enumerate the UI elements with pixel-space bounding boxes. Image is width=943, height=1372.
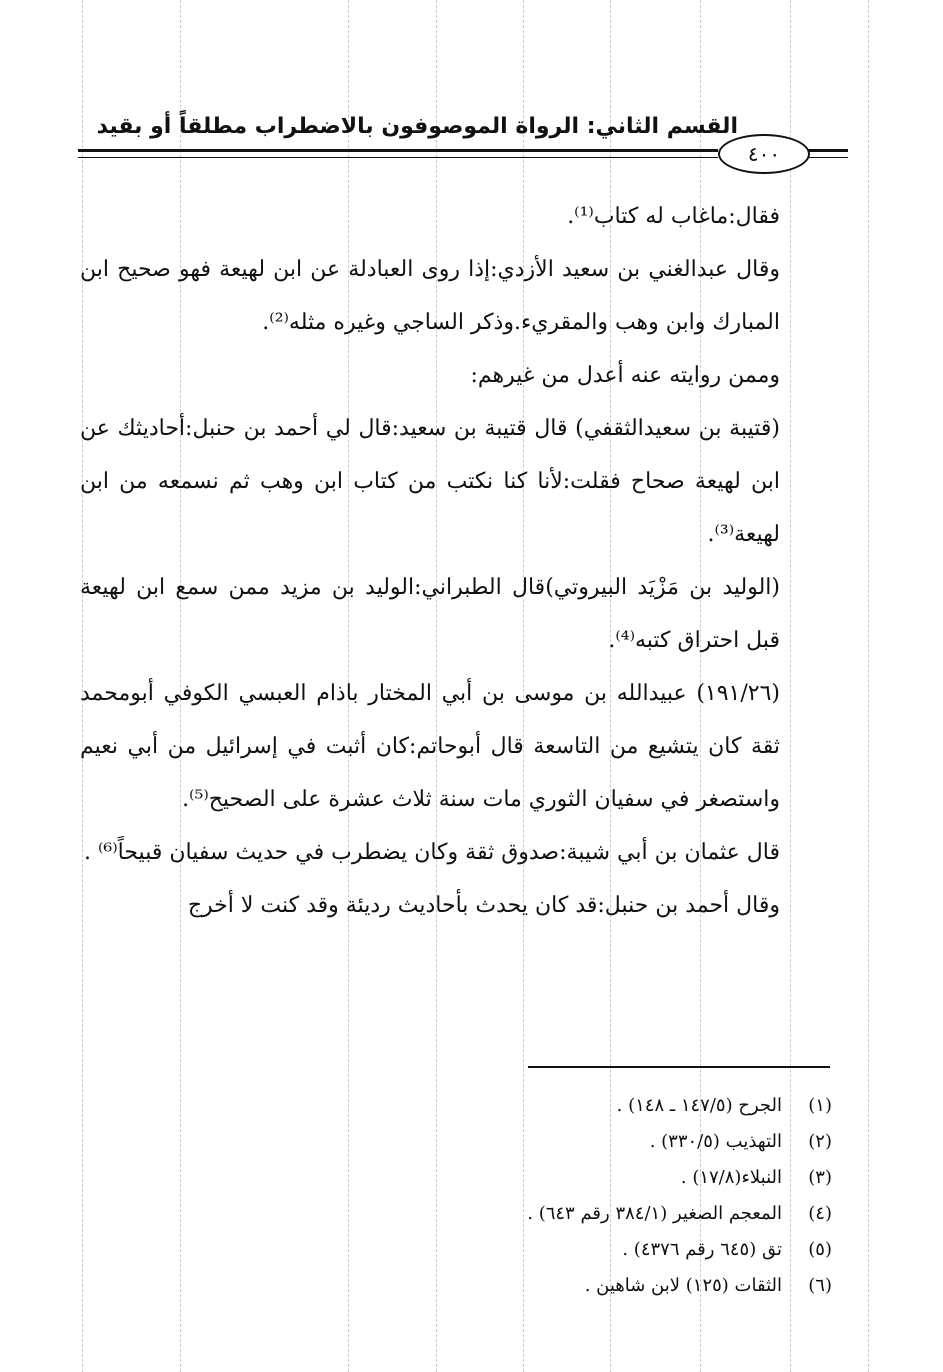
paragraph: وممن روايته عنه أعدل من غيرهم: xyxy=(470,363,780,388)
paragraph: فقال:ماغاب له كتاب⁽¹⁾. xyxy=(567,204,780,229)
footnote-number: (٣) xyxy=(808,1167,832,1188)
footnote-number: (٦) xyxy=(808,1275,832,1296)
paragraph: (قتيبة بن سعيدالثقفي) قال قتيبة بن سعيد:قال لي أحمد بن حنبل:أحاديثك عن ابن لهيعة صحاح فقلت:لأنا كنا نكتب من كتاب ابن وهب ثم نسمعه من ابن لهيعة⁽³⁾. xyxy=(80,416,780,547)
footnote-text: المعجم الصغير (٣٨٤/١ رقم ٦٤٣) . xyxy=(527,1203,782,1224)
header-rule-right-thin xyxy=(806,157,848,158)
paragraph: (١٩١/٢٦) عبيدالله بن موسى بن أبي المختار باذام العبسي الكوفي أبومحمد ثقة كان يتشيع من التاسعة قال أبوحاتم:كان أثبت في إسرائيل من أبي نعيم واستصغر في سفيان الثوري مات سنة ثلاث عشرة على الصحيح⁽⁵⁾. xyxy=(80,681,780,812)
footnote-item xyxy=(300,1196,832,1232)
running-title: القسم الثاني: الرواة الموصوفون بالاضطراب مطلقاً أو بقيد xyxy=(96,114,738,139)
header-rule-right xyxy=(806,149,848,152)
footnote-text: تق (٦٤٥ رقم ٤٣٧٦) . xyxy=(622,1239,782,1260)
footnote-item xyxy=(300,1232,832,1268)
footnote-number: (٢) xyxy=(808,1131,832,1152)
footnotes xyxy=(300,1088,832,1304)
footnote-item xyxy=(300,1088,832,1124)
scan-guide-line xyxy=(868,0,869,1372)
header-rule xyxy=(78,149,718,152)
paragraph: (الوليد بن مَزْيَد البيروتي)قال الطبراني:الوليد بن مزيد ممن سمع ابن لهيعة قبل احتراق كتبه⁽⁴⁾. xyxy=(80,575,780,653)
footnote-text: الثقات (١٢٥) لابن شاهين . xyxy=(584,1275,782,1296)
footnote-text: النبلاء(١٧/٨) . xyxy=(680,1167,782,1188)
footnote-number: (١) xyxy=(808,1095,832,1116)
footnote-text: الجرح (١٤٧/٥ ـ ١٤٨) . xyxy=(616,1095,782,1116)
footnote-number: (٤) xyxy=(808,1203,832,1224)
paragraph: وقال أحمد بن حنبل:قد كان يحدث بأحاديث رديئة وقد كنت لا أخرج xyxy=(187,893,780,918)
header-rule-thin xyxy=(78,157,718,158)
footnote-separator xyxy=(528,1066,830,1068)
footnote-number: (٥) xyxy=(808,1239,832,1260)
paragraph: وقال عبدالغني بن سعيد الأزدي:إذا روى العبادلة عن ابن لهيعة فهو صحيح ابن المبارك وابن وهب والمقريء.وذكر الساجي وغيره مثله⁽²⁾. xyxy=(80,257,780,335)
paragraph: قال عثمان بن أبي شيبة:صدوق ثقة وكان يضطرب في حديث سفيان قبيحاً⁽⁶⁾ . xyxy=(84,840,780,865)
footnote-item xyxy=(300,1160,832,1196)
main-text xyxy=(80,190,832,932)
page-header xyxy=(78,112,848,182)
page-number: ٤٠٠ xyxy=(718,134,810,174)
footnote-item xyxy=(300,1124,832,1160)
footnote-item xyxy=(300,1268,832,1304)
footnote-text: التهذيب (٣٣٠/٥) . xyxy=(649,1131,782,1152)
